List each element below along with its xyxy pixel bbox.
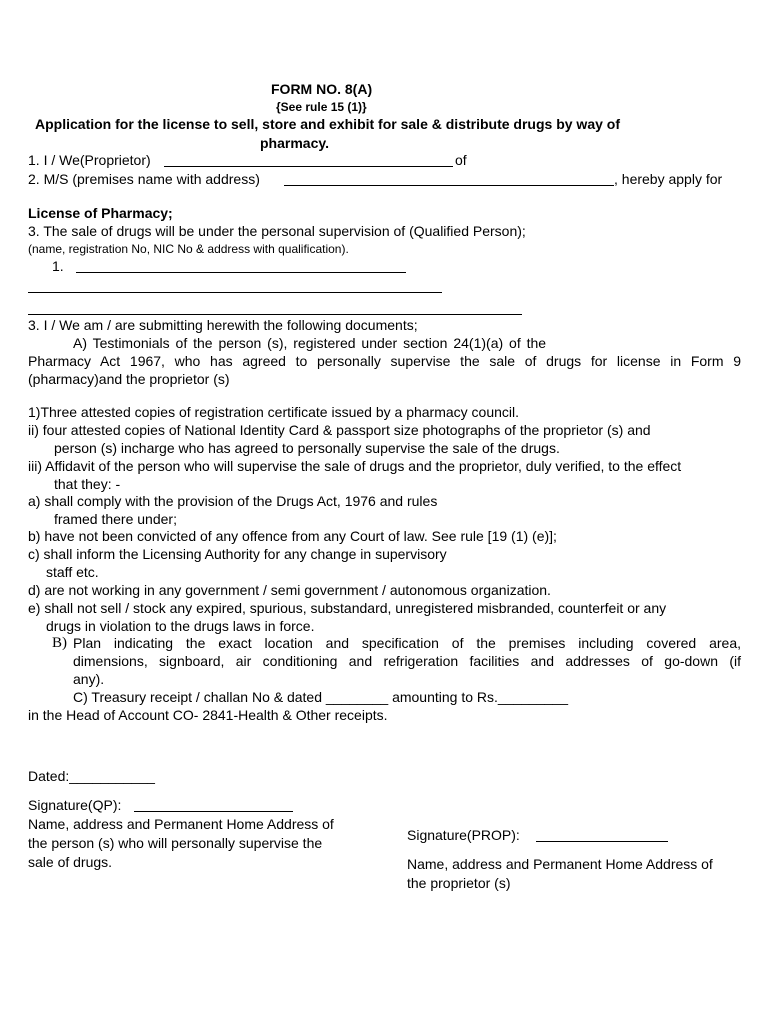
- testimonials-line2: Pharmacy Act 1967, who has agreed to personally supervise the sale of drugs for license in Form 9: [28, 353, 741, 369]
- doc-item-1: 1)Three attested copies of registration certificate issued by a pharmacy council.: [28, 404, 520, 420]
- doc-item-ii-line2: person (s) incharge who has agreed to personally supervise the sale of the drugs.: [54, 440, 560, 456]
- doc-item-iii-line2: that they: -: [54, 476, 121, 492]
- prop-address-line1: Name, address and Permanent Home Address of: [407, 856, 713, 872]
- documents-intro: 3. I / We am / are submitting herewith the following documents;: [28, 317, 418, 333]
- clause-d: d) are not working in any government / semi government / autonomous organization.: [28, 582, 551, 598]
- rule-reference: {See rule 15 (1)}: [276, 100, 367, 114]
- plan-marker: B): [52, 635, 67, 651]
- clause-a-line2: framed there under;: [54, 511, 177, 527]
- proprietor-label: 1. I / We(Proprietor): [28, 152, 151, 168]
- license-heading: License of Pharmacy;: [28, 205, 173, 221]
- doc-item-iii-line1: iii) Affidavit of the person who will supervise the sale of drugs and the proprietor, duly verified, to the effect: [28, 458, 682, 474]
- proprietor-name-blank[interactable]: [164, 166, 453, 167]
- clause-b: b) have not been convicted of any offence from any Court of law. See rule [19 (1) (e)];: [28, 528, 557, 544]
- qp-entry-blank-2[interactable]: [28, 292, 442, 293]
- testimonials-line1: A) Testimonials of the person (s), registered under section 24(1)(a) of the: [73, 335, 547, 351]
- qp-item-number: 1.: [52, 258, 64, 274]
- dated-field[interactable]: Dated:___________: [28, 768, 155, 784]
- qp-entry-blank-3[interactable]: [28, 314, 522, 315]
- proprietor-of-label: of: [455, 152, 467, 168]
- qp-address-line3: sale of drugs.: [28, 854, 113, 870]
- plan-line2: dimensions, signboard, air conditioning and refrigeration facilities and addresses of go-down (if: [73, 653, 741, 669]
- prop-address-line2: the proprietor (s): [407, 875, 511, 891]
- qp-address-line2: the person (s) who will personally supervise the: [28, 835, 323, 851]
- clause-c-line2: staff etc.: [46, 564, 99, 580]
- form-title-line2: pharmacy.: [260, 135, 329, 151]
- signature-qp-label: Signature(QP):: [28, 797, 122, 813]
- qp-address-line1: Name, address and Permanent Home Address of: [28, 816, 334, 832]
- plan-line1: Plan indicating the exact location and specification of the premises including covered area,: [73, 635, 741, 651]
- signature-prop-label: Signature(PROP):: [407, 827, 520, 843]
- head-of-account: in the Head of Account CO- 2841-Health & Other receipts.: [28, 707, 388, 723]
- form-title-line1: Application for the license to sell, store and exhibit for sale & distribute drugs by way of: [35, 116, 620, 132]
- testimonials-line3: (pharmacy)and the proprietor (s): [28, 371, 230, 387]
- clause-e-line2: drugs in violation to the drugs laws in force.: [46, 618, 315, 634]
- clause-e-line1: e) shall not sell / stock any expired, spurious, substandard, unregistered misbranded, counterfeit or any: [28, 600, 667, 616]
- plan-line3: any).: [73, 671, 105, 687]
- clause-a-line1: a) shall comply with the provision of the Drugs Act, 1976 and rules: [28, 493, 438, 509]
- treasury-receipt: C) Treasury receipt / challan No & dated ________ amounting to Rs._________: [73, 689, 568, 705]
- form-number: FORM NO. 8(A): [271, 81, 373, 97]
- signature-qp-blank[interactable]: [134, 811, 293, 812]
- premises-label: 2. M/S (premises name with address): [28, 171, 260, 187]
- doc-item-ii-line1: ii) four attested copies of National Identity Card & passport size photographs of the proprietor (s) and: [28, 422, 651, 438]
- clause-c-line1: c) shall inform the Licensing Authority for any change in supervisory: [28, 546, 447, 562]
- supervision-line: 3. The sale of drugs will be under the personal supervision of (Qualified Person);: [28, 223, 526, 239]
- qp-entry-blank-1[interactable]: [76, 272, 406, 273]
- premises-suffix: , hereby apply for: [614, 171, 723, 187]
- signature-prop-blank[interactable]: [536, 841, 668, 842]
- premises-name-blank[interactable]: [284, 185, 614, 186]
- supervision-note: (name, registration No, NIC No & address with qualification).: [28, 242, 349, 256]
